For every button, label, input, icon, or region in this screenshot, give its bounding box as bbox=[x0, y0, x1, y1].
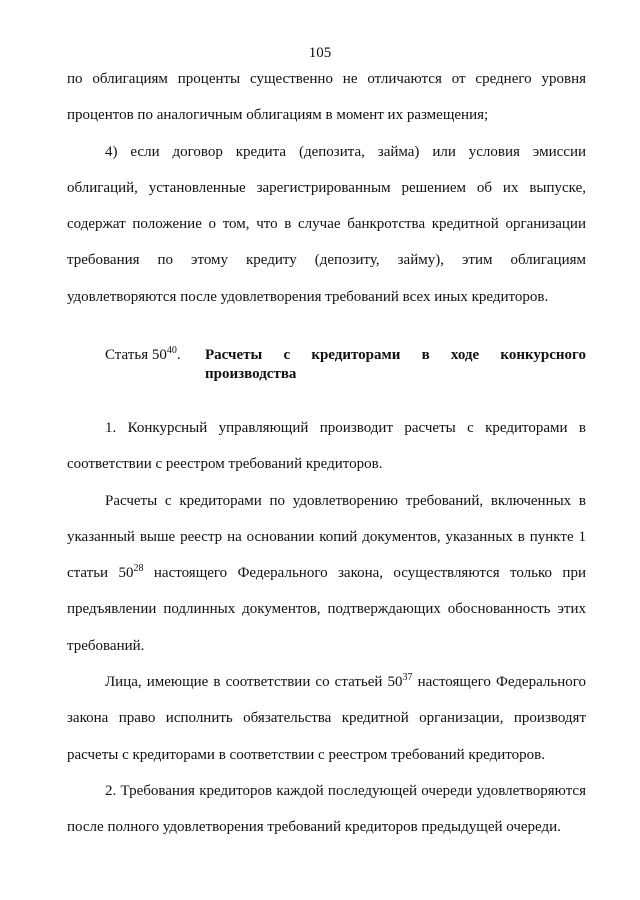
paragraph-settlements bbox=[67, 483, 586, 664]
text-block-top bbox=[67, 61, 586, 315]
paragraph-settlements-b: настоящего Федерального закона, осуществляются только при предъявлении подлинных документов, подтверждающих обоснованность этих требований. bbox=[67, 565, 586, 654]
article-title-line2: производства bbox=[205, 366, 297, 382]
paragraph-item-4: 4) если договор кредита (депозита, займа) или условия эмиссии облигаций, установленные зарегистрированным решением об их выпуске, содержат положение о том, что в случае банкротства кредитной организации требования по этому кредиту (депозиту, займу), этим облигациям удовлетворяются после удовлетворения требований всех иных кредиторов. bbox=[67, 143, 586, 305]
article-label-sup: 40 bbox=[166, 345, 177, 356]
article-title bbox=[205, 346, 586, 384]
paragraph-persons-sup: 37 bbox=[402, 672, 413, 684]
article-title-line1: Расчеты с кредиторами в ходе конкурсного bbox=[205, 347, 586, 363]
paragraph-persons bbox=[67, 664, 586, 773]
paragraph-persons-b: настоящего Федерального закона право исполнить обязательства кредитной организации, производят расчеты с кредиторами в соответствии с реестром требований кредиторов. bbox=[67, 674, 587, 763]
page-number: 105 bbox=[308, 45, 332, 61]
text-block-article bbox=[67, 410, 586, 846]
paragraph-2: 2. Требования кредиторов каждой последующей очереди удовлетворяются после полного удовлетворения требований кредиторов предыдущей очереди. bbox=[67, 782, 586, 836]
article-label-prefix: Статья 50 bbox=[105, 347, 167, 363]
paragraph-1: 1. Конкурсный управляющий производит расчеты с кредиторами в соответствии с реестром требований кредиторов. bbox=[67, 420, 586, 473]
article-label-suffix: . bbox=[176, 347, 181, 363]
paragraph-settlements-sup: 28 bbox=[133, 563, 144, 575]
paragraph-settlements-a: Расчеты с кредиторами по удовлетворению требований, включенных в указанный выше реестр на основании копий документов, указанных в пункте 1 статьи 50 bbox=[67, 492, 586, 582]
paragraph-persons-a: Лица, имеющие в соответствии со статьей 50 bbox=[105, 674, 403, 691]
paragraph-continuation: по облигациям проценты существенно не отличаются от среднего уровня процентов по аналогичным облигациям в момент их размещения; bbox=[67, 71, 586, 124]
article-label bbox=[105, 346, 181, 365]
